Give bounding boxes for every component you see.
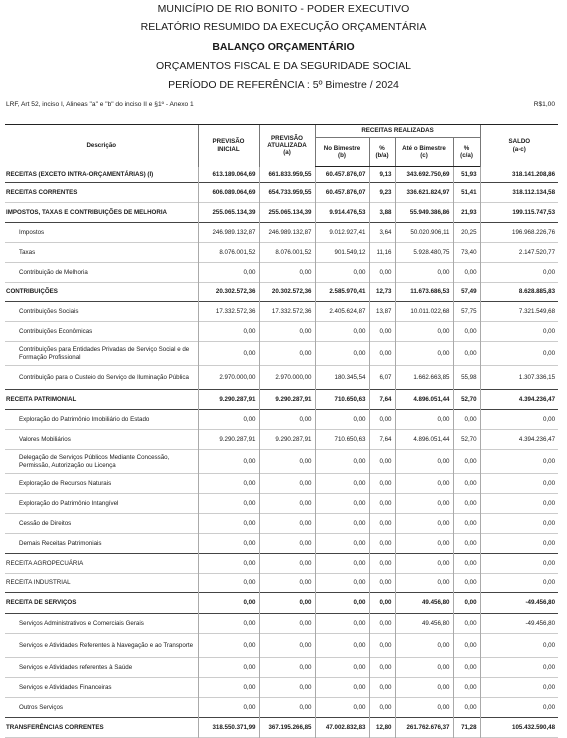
cell-pct-ca: 52,70 [453,430,480,450]
cell-ate-bimestre: 49.456,80 [395,593,453,614]
cell-previsao-atualizada: 8.076.001,52 [259,243,315,263]
cell-previsao-inicial: 0,00 [198,514,259,534]
cell-pct-ca: 21,93 [453,203,480,223]
cell-no-bimestre: 180.345,54 [315,366,369,390]
cell-saldo: 196.968.226,76 [480,223,558,243]
cell-previsao-atualizada: 661.833.959,55 [259,167,315,183]
table-row [5,223,558,243]
col-header-ate-bimestre [395,138,453,167]
cell-no-bimestre: 9.914.476,53 [315,203,369,223]
cell-saldo: 0,00 [480,410,558,430]
cell-no-bimestre: 0,00 [315,658,369,678]
cell-saldo: 0,00 [480,534,558,554]
table-row [5,283,558,302]
table-body [5,167,558,738]
cell-pct-ba: 0,00 [369,574,395,593]
col-header-previsao-atualizada [259,125,315,167]
cell-pct-ca: 0,00 [453,614,480,634]
cell-pct-ca: 51,41 [453,183,480,203]
cell-no-bimestre: 0,00 [315,322,369,342]
table-row [5,167,558,183]
cell-no-bimestre: 0,00 [315,263,369,283]
cell-pct-ca: 73,40 [453,243,480,263]
cell-no-bimestre: 901.549,12 [315,243,369,263]
cell-saldo: 2.147.520,77 [480,243,558,263]
cell-previsao-atualizada: 0,00 [259,658,315,678]
cell-previsao-atualizada: 0,00 [259,322,315,342]
cell-descricao: Delegação de Serviços Públicos Mediante Concessão, Permissão, Autorização ou Licença [19,454,170,469]
cell-previsao-inicial: 9.290.287,91 [198,430,259,450]
cell-pct-ba: 12,73 [369,283,395,302]
table-row [5,554,558,574]
cell-pct-ca: 0,00 [453,634,480,658]
cell-no-bimestre: 0,00 [315,634,369,658]
cell-pct-ba: 11,16 [369,243,395,263]
table-row [5,593,558,614]
col-header-descricao: Descrição [5,125,198,167]
cell-previsao-atualizada: 0,00 [259,634,315,658]
cell-saldo: 4.394.236,47 [480,390,558,410]
table-row [5,390,558,410]
cell-saldo: 199.115.747,53 [480,203,558,223]
cell-ate-bimestre: 0,00 [395,534,453,554]
report-subtitle: BALANÇO ORÇAMENTÁRIO [212,41,355,53]
table-row [5,718,558,738]
col-header-receitas-realizadas: RECEITAS REALIZADAS [315,125,480,138]
cell-pct-ca: 0,00 [453,410,480,430]
cell-pct-ba: 0,00 [369,593,395,614]
cell-pct-ba: 0,00 [369,634,395,658]
cell-previsao-atualizada: 9.290.287,91 [259,430,315,450]
cell-saldo: 0,00 [480,554,558,574]
cell-descricao: Contribuição de Melhoria [19,268,88,276]
cell-pct-ba: 6,07 [369,366,395,390]
cell-ate-bimestre: 5.928.480,75 [395,243,453,263]
cell-pct-ba: 3,64 [369,223,395,243]
cell-no-bimestre: 0,00 [315,514,369,534]
cell-descricao: RECEITA PATRIMONIAL [6,395,77,403]
report-scope: ORÇAMENTOS FISCAL E DA SEGURIDADE SOCIAL [156,60,411,72]
cell-no-bimestre: 0,00 [315,614,369,634]
cell-ate-bimestre: 0,00 [395,698,453,718]
cell-ate-bimestre: 49.456,80 [395,614,453,634]
cell-saldo: 0,00 [480,474,558,494]
col-header-pct-ba [369,138,395,167]
cell-pct-ba: 0,00 [369,263,395,283]
table-row [5,514,558,534]
cell-pct-ca: 0,00 [453,263,480,283]
cell-previsao-atualizada: 0,00 [259,494,315,514]
cell-ate-bimestre: 0,00 [395,634,453,658]
cell-pct-ba: 0,00 [369,514,395,534]
cell-previsao-inicial: 2.970.000,00 [198,366,259,390]
cell-no-bimestre: 0,00 [315,410,369,430]
cell-saldo: 318.112.134,58 [480,183,558,203]
cell-previsao-inicial: 8.076.001,52 [198,243,259,263]
cell-previsao-atualizada: 0,00 [259,554,315,574]
cell-descricao: Exploração do Patrimônio Imobiliário do Estado [19,415,150,423]
cell-pct-ba: 0,00 [369,322,395,342]
cell-pct-ca: 0,00 [453,322,480,342]
cell-pct-ba: 0,00 [369,658,395,678]
col-header-previsao-atualizada-sub: (a) [283,149,291,157]
cell-no-bimestre: 710.650,63 [315,430,369,450]
cell-saldo: 105.432.590,48 [480,718,558,738]
cell-ate-bimestre: 4.896.051,44 [395,390,453,410]
table-row [5,450,558,474]
cell-ate-bimestre: 0,00 [395,514,453,534]
cell-previsao-inicial: 246.989.132,87 [198,223,259,243]
table-row [5,634,558,658]
cell-descricao: Demais Receitas Patrimoniais [19,539,102,547]
cell-previsao-atualizada: 0,00 [259,678,315,698]
table-row [5,574,558,593]
cell-previsao-inicial: 0,00 [198,678,259,698]
cell-saldo: 0,00 [480,263,558,283]
cell-saldo: 0,00 [480,698,558,718]
table-row [5,658,558,678]
cell-saldo: 0,00 [480,678,558,698]
table-row [5,678,558,698]
legal-reference: LRF, Art 52, inciso I, Alineas "a" e "b" do inciso II e §1º - Anexo 1 [6,101,194,108]
cell-descricao: Exploração de Recursos Naturais [19,479,112,487]
cell-descricao: Serviços e Atividades Referentes à Navegação e ao Transporte [19,641,194,649]
cell-pct-ca: 0,00 [453,514,480,534]
cell-previsao-atualizada: 0,00 [259,614,315,634]
report-municipality: MUNICÍPIO DE RIO BONITO - PODER EXECUTIVO [157,3,410,15]
cell-saldo: 7.321.549,68 [480,302,558,322]
cell-pct-ba: 0,00 [369,534,395,554]
cell-descricao: Contribuições para Entidades Privadas de Serviço Social e de Formação Profissional [19,346,190,361]
cell-ate-bimestre: 0,00 [395,678,453,698]
cell-previsao-inicial: 606.089.064,69 [198,183,259,203]
cell-ate-bimestre: 0,00 [395,554,453,574]
cell-descricao: Taxas [19,248,36,256]
cell-previsao-atualizada: 17.332.572,36 [259,302,315,322]
cell-ate-bimestre: 4.896.051,44 [395,430,453,450]
col-header-saldo-sub: (a-c) [512,145,526,153]
table-row [5,203,558,223]
cell-pct-ca: 0,00 [453,593,480,614]
cell-ate-bimestre: 0,00 [395,410,453,430]
cell-pct-ca: 0,00 [453,342,480,366]
col-header-pct-ba-sub: (b/a) [375,152,389,159]
cell-ate-bimestre: 0,00 [395,494,453,514]
cell-pct-ba: 0,00 [369,410,395,430]
cell-pct-ba: 0,00 [369,614,395,634]
cell-previsao-atualizada: 654.733.959,55 [259,183,315,203]
cell-ate-bimestre: 336.621.824,97 [395,183,453,203]
col-header-pct-ca-label: % [463,144,470,152]
cell-ate-bimestre: 55.949.386,86 [395,203,453,223]
col-header-no-bimestre [315,138,369,167]
col-header-previsao-inicial: PREVISÃO INICIAL [198,125,259,167]
cell-previsao-inicial: 0,00 [198,634,259,658]
cell-descricao: RECEITAS CORRENTES [6,188,78,196]
cell-pct-ca: 51,93 [453,167,480,183]
cell-pct-ca: 57,75 [453,302,480,322]
table-row [5,366,558,390]
cell-no-bimestre: 0,00 [315,574,369,593]
cell-previsao-inicial: 0,00 [198,574,259,593]
cell-previsao-inicial: 0,00 [198,614,259,634]
table-row [5,183,558,203]
cell-pct-ba: 0,00 [369,554,395,574]
cell-ate-bimestre: 343.692.750,69 [395,167,453,183]
cell-previsao-atualizada: 0,00 [259,474,315,494]
cell-pct-ca: 20,25 [453,223,480,243]
cell-descricao: RECEITAS (EXCETO INTRA-ORÇAMENTÁRIAS) (I) [6,170,154,178]
cell-descricao: IMPOSTOS, TAXAS E CONTRIBUIÇÕES DE MELHORIA [6,208,168,216]
cell-previsao-inicial: 0,00 [198,658,259,678]
cell-pct-ba: 0,00 [369,450,395,474]
cell-saldo: 0,00 [480,450,558,474]
cell-no-bimestre: 60.457.876,07 [315,167,369,183]
cell-pct-ca: 0,00 [453,574,480,593]
cell-saldo: 0,00 [480,494,558,514]
cell-ate-bimestre: 0,00 [395,450,453,474]
cell-previsao-atualizada: 0,00 [259,342,315,366]
cell-previsao-atualizada: 246.989.132,87 [259,223,315,243]
cell-pct-ca: 0,00 [453,698,480,718]
cell-descricao: Contribuição para o Custeio do Serviço de Iluminação Pública [19,373,189,381]
cell-pct-ca: 0,00 [453,554,480,574]
cell-no-bimestre: 710.650,63 [315,390,369,410]
cell-previsao-inicial: 0,00 [198,322,259,342]
col-header-saldo-label: SALDO [508,138,531,146]
cell-pct-ca: 52,70 [453,390,480,410]
cell-descricao: Serviços Administrativos e Comerciais Gerais [19,619,144,627]
col-header-saldo [480,125,558,167]
cell-no-bimestre: 2.585.970,41 [315,283,369,302]
col-header-ate-bimestre-label: Até o Bimestre [402,144,446,152]
cell-descricao: TRANSFERÊNCIAS CORRENTES [6,723,104,731]
cell-previsao-atualizada: 0,00 [259,574,315,593]
table-row [5,474,558,494]
cell-pct-ba: 12,80 [369,718,395,738]
cell-previsao-inicial: 318.550.371,99 [198,718,259,738]
table-row [5,494,558,514]
table-row [5,243,558,263]
cell-pct-ca: 0,00 [453,450,480,474]
cell-descricao: Exploração do Patrimônio Intangível [19,499,119,507]
cell-ate-bimestre: 261.762.676,37 [395,718,453,738]
table-row [5,342,558,366]
table-row [5,534,558,554]
cell-previsao-inicial: 0,00 [198,263,259,283]
cell-no-bimestre: 0,00 [315,593,369,614]
cell-descricao: Cessão de Direitos [19,519,72,527]
cell-saldo: -49.456,80 [480,593,558,614]
cell-ate-bimestre: 50.020.906,11 [395,223,453,243]
cell-previsao-inicial: 0,00 [198,450,259,474]
cell-previsao-atualizada: 0,00 [259,514,315,534]
col-header-pct-ca [453,138,480,167]
cell-previsao-atualizada: 2.970.000,00 [259,366,315,390]
col-header-previsao-atualizada-label: PREVISÃO ATUALIZADA [267,134,307,150]
table-row [5,614,558,634]
cell-previsao-atualizada: 0,00 [259,534,315,554]
cell-no-bimestre: 60.457.876,07 [315,183,369,203]
cell-ate-bimestre: 0,00 [395,658,453,678]
cell-pct-ba: 0,00 [369,678,395,698]
currency-unit: R$1,00 [533,101,555,108]
cell-ate-bimestre: 11.673.686,53 [395,283,453,302]
cell-previsao-atualizada: 367.195.266,85 [259,718,315,738]
cell-no-bimestre: 0,00 [315,554,369,574]
cell-saldo: 0,00 [480,514,558,534]
cell-descricao: Outros Serviços [19,703,64,711]
cell-pct-ca: 0,00 [453,474,480,494]
cell-pct-ba: 0,00 [369,342,395,366]
col-header-pct-ca-sub: (c/a) [460,152,473,159]
cell-saldo: 0,00 [480,342,558,366]
col-header-no-bimestre-sub: (b) [338,152,346,159]
table-row [5,263,558,283]
cell-previsao-inicial: 0,00 [198,410,259,430]
cell-previsao-inicial: 0,00 [198,342,259,366]
cell-saldo: 0,00 [480,634,558,658]
table-row [5,410,558,430]
cell-previsao-inicial: 20.302.572,36 [198,283,259,302]
cell-pct-ca: 0,00 [453,534,480,554]
cell-pct-ba: 7,64 [369,390,395,410]
cell-saldo: 4.394.236,47 [480,430,558,450]
cell-descricao: Contribuições Econômicas [19,327,93,335]
cell-ate-bimestre: 1.662.663,85 [395,366,453,390]
cell-descricao: Contribuições Sociais [19,307,79,315]
cell-descricao: RECEITA DE SERVIÇOS [6,599,77,607]
cell-no-bimestre: 0,00 [315,678,369,698]
cell-previsao-atualizada: 0,00 [259,410,315,430]
cell-no-bimestre: 0,00 [315,534,369,554]
cell-pct-ba: 13,87 [369,302,395,322]
cell-previsao-atualizada: 0,00 [259,263,315,283]
cell-descricao: RECEITA INDUSTRIAL [6,579,71,587]
cell-pct-ba: 9,23 [369,183,395,203]
cell-pct-ca: 0,00 [453,494,480,514]
report-title: RELATÓRIO RESUMIDO DA EXECUÇÃO ORÇAMENTÁRIA [140,21,427,33]
cell-saldo: 318.141.208,86 [480,167,558,183]
cell-previsao-inicial: 0,00 [198,554,259,574]
cell-previsao-inicial: 9.290.287,91 [198,390,259,410]
cell-pct-ba: 0,00 [369,698,395,718]
cell-ate-bimestre: 0,00 [395,322,453,342]
cell-previsao-atualizada: 0,00 [259,450,315,474]
cell-pct-ba: 9,13 [369,167,395,183]
cell-saldo: 0,00 [480,658,558,678]
cell-saldo: 8.628.885,83 [480,283,558,302]
cell-previsao-inicial: 0,00 [198,593,259,614]
cell-no-bimestre: 0,00 [315,698,369,718]
cell-descricao: RECEITA AGROPECUÁRIA [6,559,84,567]
cell-saldo: 0,00 [480,322,558,342]
cell-previsao-inicial: 0,00 [198,698,259,718]
cell-pct-ba: 0,00 [369,494,395,514]
cell-ate-bimestre: 0,00 [395,574,453,593]
cell-pct-ca: 55,98 [453,366,480,390]
cell-descricao: Valores Mobiliários [19,435,71,443]
cell-no-bimestre: 9.012.927,41 [315,223,369,243]
cell-previsao-inicial: 0,00 [198,494,259,514]
cell-pct-ca: 71,28 [453,718,480,738]
cell-previsao-inicial: 255.065.134,39 [198,203,259,223]
cell-pct-ba: 7,64 [369,430,395,450]
budget-table [5,124,558,738]
cell-previsao-atualizada: 20.302.572,36 [259,283,315,302]
cell-no-bimestre: 47.002.832,83 [315,718,369,738]
cell-pct-ca: 57,49 [453,283,480,302]
cell-ate-bimestre: 0,00 [395,342,453,366]
cell-pct-ba: 0,00 [369,474,395,494]
table-row [5,698,558,718]
cell-no-bimestre: 2.405.624,87 [315,302,369,322]
cell-saldo: 0,00 [480,574,558,593]
cell-previsao-inicial: 613.189.064,69 [198,167,259,183]
cell-previsao-atualizada: 9.290.287,91 [259,390,315,410]
cell-pct-ca: 0,00 [453,678,480,698]
col-header-no-bimestre-label: No Bimestre [323,144,361,152]
cell-previsao-inicial: 0,00 [198,534,259,554]
col-header-ate-bimestre-sub: (c) [420,152,428,159]
cell-pct-ca: 0,00 [453,658,480,678]
cell-no-bimestre: 0,00 [315,342,369,366]
cell-previsao-atualizada: 255.065.134,39 [259,203,315,223]
cell-ate-bimestre: 10.011.022,68 [395,302,453,322]
cell-previsao-atualizada: 0,00 [259,593,315,614]
cell-descricao: Impostos [19,228,45,236]
cell-no-bimestre: 0,00 [315,450,369,474]
cell-ate-bimestre: 0,00 [395,474,453,494]
cell-descricao: Serviços e Atividades Financeiras [19,683,112,691]
cell-pct-ba: 3,88 [369,203,395,223]
cell-previsao-atualizada: 0,00 [259,698,315,718]
table-row [5,322,558,342]
cell-no-bimestre: 0,00 [315,494,369,514]
cell-ate-bimestre: 0,00 [395,263,453,283]
report-period: PERÍODO DE REFERÊNCIA : 5º Bimestre / 2024 [168,79,399,91]
cell-descricao: CONTRIBUIÇÕES [6,288,58,296]
col-header-pct-ba-label: % [379,144,385,152]
cell-previsao-inicial: 0,00 [198,474,259,494]
cell-previsao-inicial: 17.332.572,36 [198,302,259,322]
cell-saldo: 1.307.336,15 [480,366,558,390]
cell-no-bimestre: 0,00 [315,474,369,494]
table-row [5,430,558,450]
cell-saldo: -49.456,80 [480,614,558,634]
table-row [5,302,558,322]
cell-descricao: Serviços e Atividades referentes à Saúde [19,663,133,671]
